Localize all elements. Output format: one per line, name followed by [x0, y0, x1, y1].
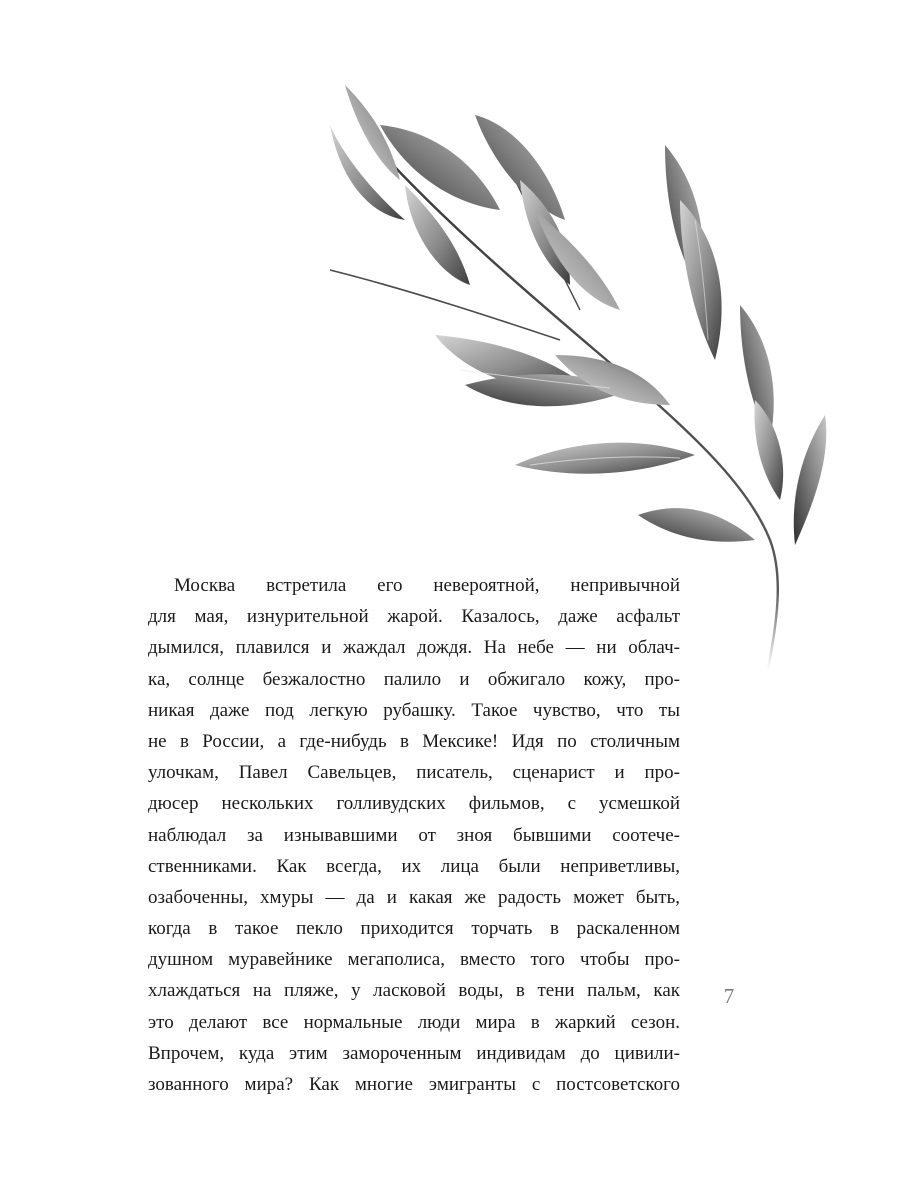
text-line: озабоченны, хмуры — да и какая же радость может быть, — [148, 886, 680, 908]
text-line: улочкам, Павел Савельцев, писатель, сценарист и про- — [148, 762, 680, 784]
text-line: дымился, плавился и жаждал дождя. На небе — ни облач- — [148, 637, 680, 659]
body-text — [148, 570, 680, 1100]
text-line: Москва встретила его невероятной, непривычной — [174, 575, 680, 596]
page-number: 7 — [723, 984, 735, 1008]
text-line: дюсер нескольких голливудских фильмов, с усмешкой — [148, 793, 680, 815]
text-line: никая даже под легкую рубашку. Такое чувство, что ты — [148, 699, 680, 721]
text-line: наблюдал за изнывавшими от зноя бывшими соотече- — [148, 824, 680, 846]
text-line: ка, солнце безжалостно палило и обжигало кожу, про- — [148, 668, 680, 690]
text-line: зованного мира? Как многие эмигранты с постсоветского — [148, 1074, 680, 1095]
text-line: ственниками. Как всегда, их лица были неприветливы, — [148, 855, 680, 877]
text-line: когда в такое пекло приходится торчать в раскаленном — [148, 918, 680, 940]
text-line: хлаждаться на пляже, у ласковой воды, в тени пальм, как — [148, 980, 680, 1002]
text-line: душном муравейнике мегаполиса, вместо того чтобы про- — [148, 949, 680, 971]
text-line: это делают все нормальные люди мира в жаркий сезон. — [148, 1011, 680, 1033]
text-line: не в России, а где-нибудь в Мексике! Идя по столичным — [148, 730, 680, 752]
text-line: Впрочем, куда этим замороченным индивидам до цивили- — [148, 1042, 680, 1064]
text-line: для мая, изнурительной жарой. Казалось, даже асфальт — [148, 606, 680, 628]
